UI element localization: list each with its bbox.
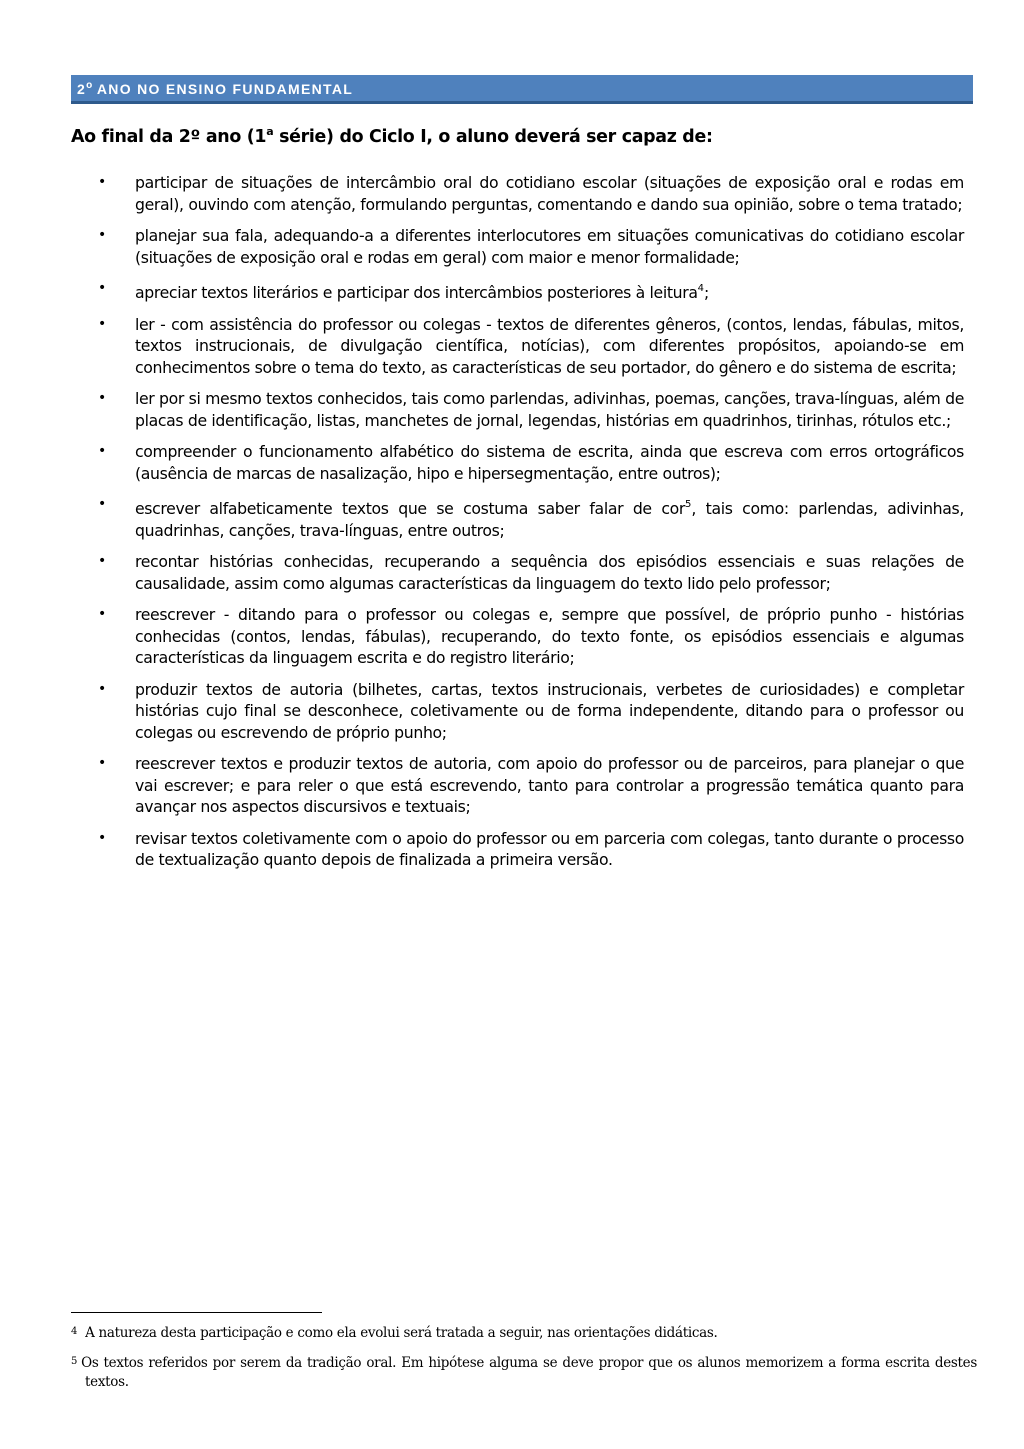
item-text: participar de situações de intercâmbio oral do cotidiano escolar (situações de exposição oral e rodas em geral), ouvindo com atenção, formulando perguntas, comentando e dando sua opinião, sobre o tema tratado; <box>135 173 964 214</box>
banner-sup: o <box>86 80 93 91</box>
bullet-icon: • <box>98 553 106 569</box>
list-item <box>71 172 964 215</box>
footnote-number: 4 <box>71 1326 78 1337</box>
footnote-text: Os textos referidos por serem da tradição oral. Em hipótese alguma se deve propor que os alunos memorizem a forma escrita destes textos. <box>81 1355 977 1390</box>
footnote-4 <box>71 1322 963 1343</box>
list-item <box>71 314 964 379</box>
list-item <box>71 679 964 744</box>
item-text: reescrever textos e produzir textos de autoria, com apoio do professor ou de parceiros, para planejar o que vai escrever; e para reler o que está escrevendo, tanto para controlar a progressão temática quanto para avançar nos aspectos discursivos e textuais; <box>135 754 964 816</box>
section-banner <box>71 75 973 104</box>
item-text: escrever alfabeticamente textos que se costuma saber falar de cor <box>135 499 685 518</box>
bullet-icon: • <box>98 755 106 771</box>
item-text: recontar histórias conhecidas, recuperando a sequência dos episódios essenciais e suas relações de causalidade, assim como algumas características da linguagem do texto lido pelo professor; <box>135 552 964 593</box>
list-item <box>71 551 964 594</box>
bullet-icon: • <box>98 227 106 243</box>
footnote-text: A natureza desta participação e como ela evolui será tratada a seguir, nas orientações didáticas. <box>85 1325 718 1341</box>
page-heading <box>71 125 971 147</box>
bullet-icon: • <box>98 390 106 406</box>
item-text: ler por si mesmo textos conhecidos, tais como parlendas, adivinhas, poemas, canções, trava-línguas, além de placas de identificação, listas, manchetes de jornal, legendas, histórias em quadrinhos, tirinhas, rótulos etc.; <box>135 389 964 430</box>
list-item <box>71 753 964 818</box>
item-text: ler - com assistência do professor ou colegas - textos de diferentes gêneros, (contos, lendas, fábulas, mitos, textos instrucionais, de divulgação científica, notícias), com diferentes propósitos, apoiando-se em conhecimentos sobre o tema do texto, as características de seu portador, do gênero e do sistema de escrita; <box>135 314 964 377</box>
bullet-icon: • <box>98 680 106 697</box>
footnote-ref: 4 <box>697 283 704 294</box>
heading-sup: a <box>266 125 274 138</box>
footnote-ref: 5 <box>685 499 692 510</box>
item-text: revisar textos coletivamente com o apoio do professor ou em parceria com colegas, tanto durante o processo de textualização quanto depois de finalizada a primeira versão. <box>135 828 964 869</box>
bullet-icon: • <box>98 174 106 190</box>
item-text: apreciar textos literários e participar dos intercâmbios posteriores à leitura <box>135 283 698 302</box>
list-item <box>71 278 964 304</box>
bullet-icon: • <box>98 280 106 296</box>
footnote-5 <box>71 1352 977 1392</box>
banner-prefix: 2 <box>77 81 87 97</box>
list-item <box>71 604 964 669</box>
footnote-divider <box>71 1312 322 1313</box>
item-text-end: , tais como: parlendas, adivinhas, quadrinhas, canções, trava-línguas, entre outros; <box>135 499 965 540</box>
item-text: planejar sua fala, adequando-a a diferentes interlocutores em situações comunicativas do cotidiano escolar (situações de exposição oral e rodas em geral) com maior e menor formalidade; <box>135 226 964 267</box>
item-text: reescrever - ditando para o professor ou colegas e, sempre que possível, de próprio punho - histórias conhecidas (contos, lendas, fábulas), recuperando, do texto fonte, os episódios essenciais e algumas características da linguagem escrita e do registro literário; <box>135 605 964 667</box>
list-item <box>71 441 964 484</box>
heading-text-end: série) do Ciclo I, o aluno deverá ser capaz de: <box>273 127 713 147</box>
heading-text: Ao final da 2º ano (1 <box>71 127 267 147</box>
bullet-icon: • <box>98 496 106 512</box>
bullet-icon: • <box>98 315 106 332</box>
objectives-list <box>71 172 964 881</box>
bullet-icon: • <box>98 829 106 846</box>
list-item <box>71 828 964 871</box>
list-item <box>71 494 964 541</box>
bullet-icon: • <box>98 443 106 459</box>
item-text: produzir textos de autoria (bilhetes, cartas, textos instrucionais, verbetes de curiosidades) e completar histórias cujo final se desconhece, coletivamente ou de forma independente, ditando para o professor ou colegas ou escrevendo de próprio punho; <box>135 679 964 742</box>
item-text-end: ; <box>703 283 709 302</box>
item-text: compreender o funcionamento alfabético do sistema de escrita, ainda que escreva com erros ortográficos (ausência de marcas de nasalização, hipo e hipersegmentação, entre outros); <box>135 442 964 483</box>
banner-title: ANO NO ENSINO FUNDAMENTAL <box>92 81 354 97</box>
list-item <box>71 388 964 431</box>
bullet-icon: • <box>98 606 106 622</box>
footnote-number: 5 <box>71 1356 78 1367</box>
list-item <box>71 225 964 268</box>
